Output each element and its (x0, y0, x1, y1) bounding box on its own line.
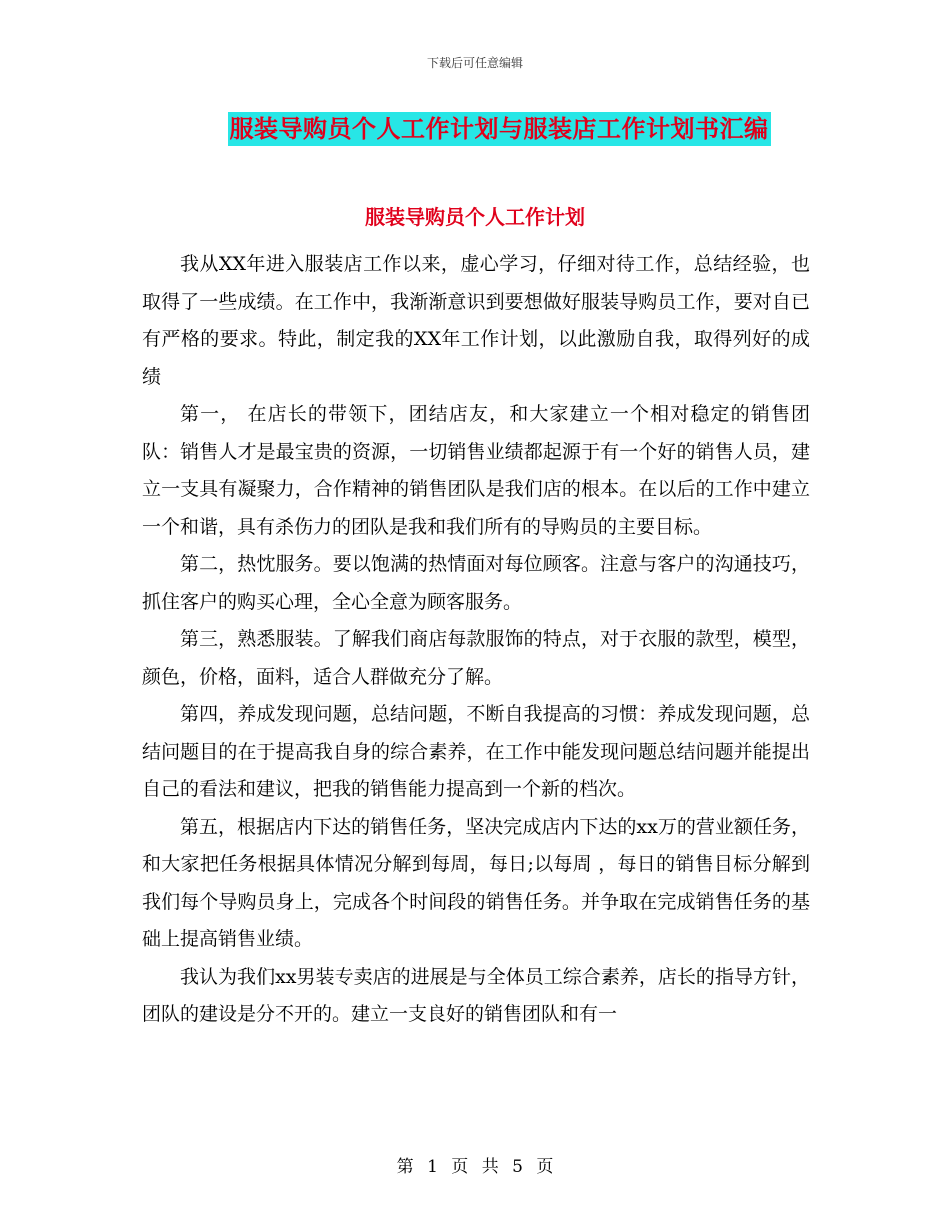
paragraph-item-2: 第二，热忱服务。要以饱满的热情面对每位顾客。注意与客户的沟通技巧，抓住客户的购买心理，全心全意为顾客服务。 (142, 553, 810, 613)
paragraph-item-1: 第一， 在店长的带领下，团结店友，和大家建立一个相对稳定的销售团队：销售人才是最宝贵的资源，一切销售业绩都起源于有一个好的销售人员，建立一支具有凝聚力，合作精神的销售团队是我们店的根本。在以后的工作中建立一个和谐，具有杀伤力的团队是我和我们所有的导购员的主要目标。 (142, 403, 810, 538)
paragraph-intro: 我从XX年进入服装店工作以来，虚心学习，仔细对待工作，总结经验，也取得了一些成绩。在工作中，我渐渐意识到要想做好服装导购员工作，要对自已有严格的要求。特此，制定我的XX年工作计划，以此激励自我，取得列好的成绩 (142, 253, 810, 388)
main-title-container (0, 112, 950, 146)
page-footer: 第 1 页 共 5 页 (396, 1157, 554, 1177)
header-note: 下载后可任意编辑 (426, 56, 523, 70)
paragraph-item-4: 第四，养成发现问题，总结问题，不断自我提高的习惯：养成发现问题，总结问题目的在于提高我自身的综合素养，在工作中能发现问题总结问题并能提出自己的看法和建议，把我的销售能力提高到一个新的档次。 (142, 703, 810, 800)
paragraph-item-5: 第五，根据店内下达的销售任务，坚决完成店内下达的xx万的营业额任务，和大家把任务根据具体情况分解到每周，每日;以每周 ，每日的销售目标分解到我们每个导购员身上，完成各个时间段的销售任务。并争取在完成销售任务的基础上提高销售业绩。 (142, 815, 810, 950)
document-body (142, 246, 810, 1034)
paragraph-item-3: 第三，熟悉服装。了解我们商店每款服饰的特点，对于衣服的款型，模型，颜色，价格，面料，适合人群做充分了解。 (142, 628, 810, 688)
main-title: 服装导购员个人工作计划与服装店工作计划书汇编 (228, 112, 771, 146)
paragraph-conclusion: 我认为我们xx男装专卖店的进展是与全体员工综合素养，店长的指导方针，团队的建设是分不开的。建立一支良好的销售团队和有一 (142, 965, 810, 1025)
section-title: 服装导购员个人工作计划 (365, 205, 585, 229)
